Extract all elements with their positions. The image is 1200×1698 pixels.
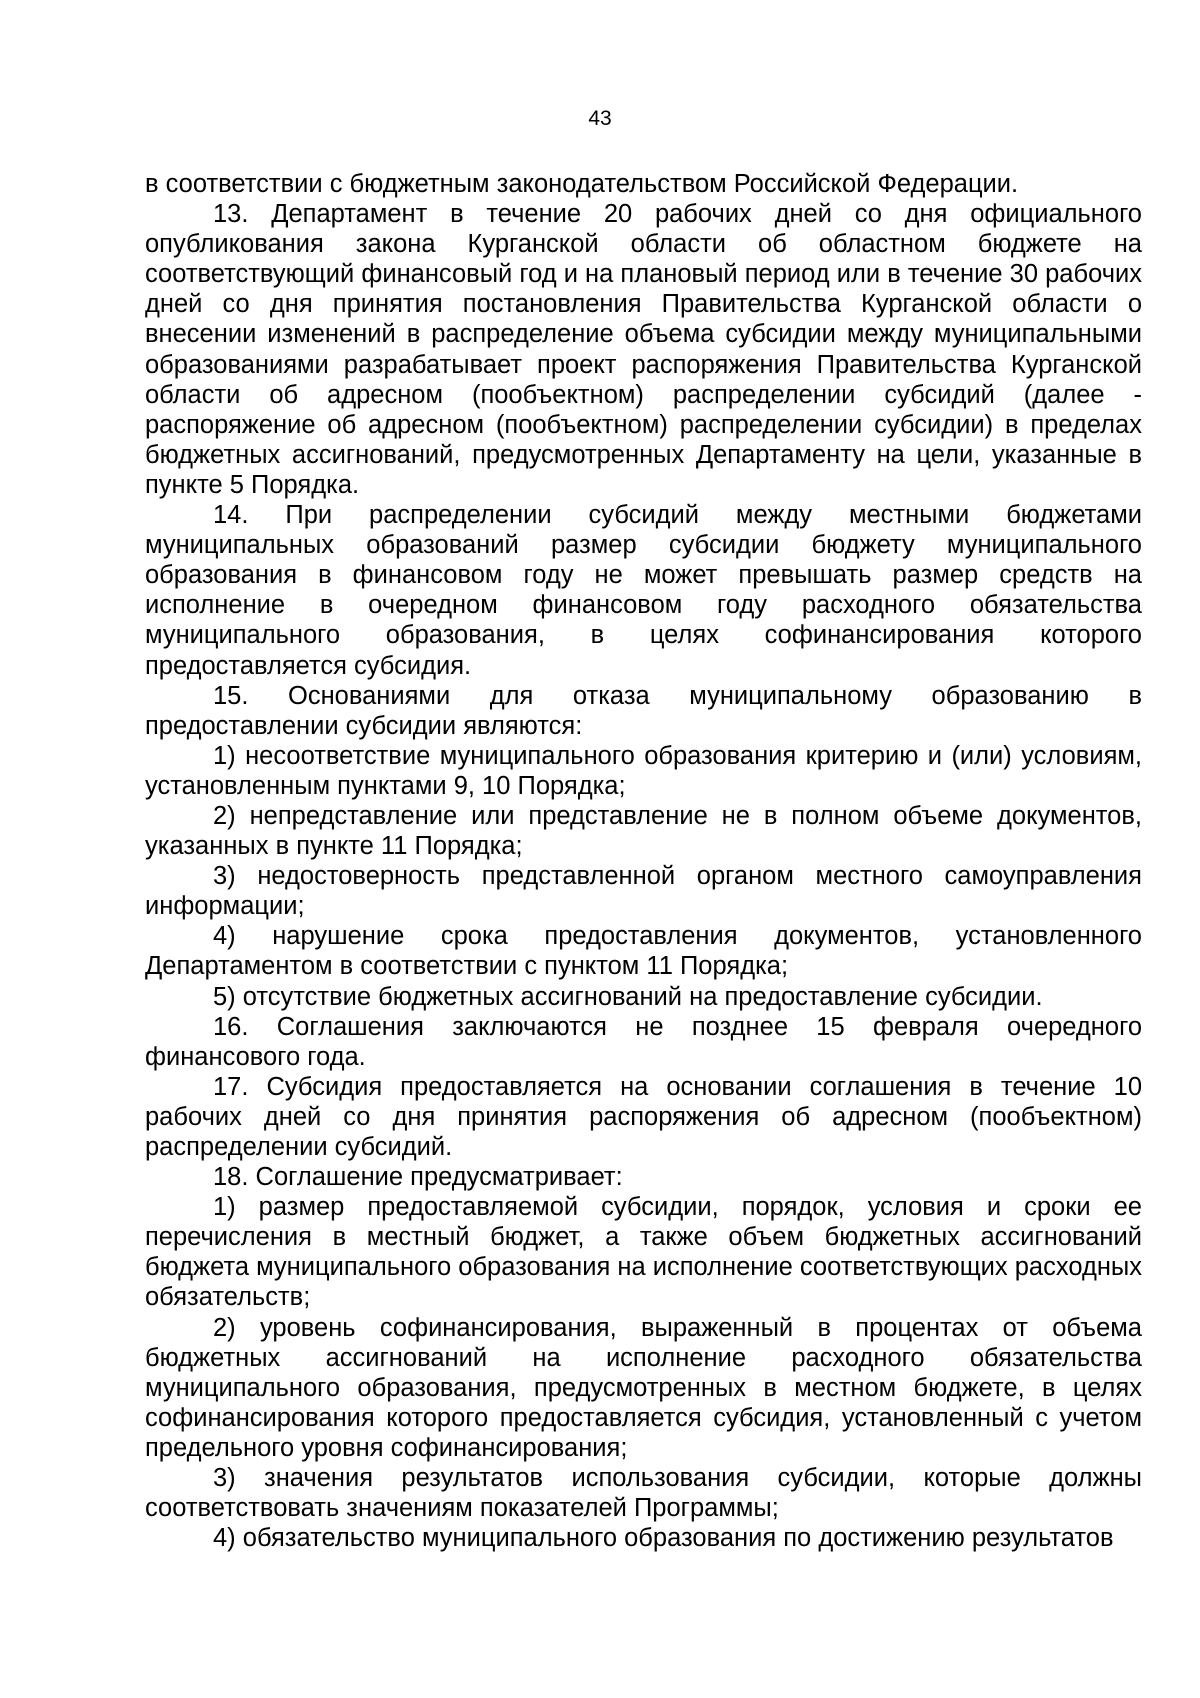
paragraph-item-18-4: 4) обязательство муниципального образования по достижению результатов — [213, 1524, 1114, 1553]
paragraph-item-15-2: 2) непредставление или представление не в полном объеме документов, указанных в пункте 11 Порядка; — [145, 801, 1142, 861]
paragraph-item-15: 15. Основаниями для отказа муниципальному образованию в предоставлении субсидии являются: — [145, 681, 1142, 740]
paragraph-item-16: 16. Соглашения заключаются не позднее 15 февраля очередного финансового года. — [145, 1012, 1142, 1071]
paragraph-continuation: в соответствии с бюджетным законодательством Российской Федерации. — [145, 170, 1019, 198]
paragraph-item-15-5: 5) отсутствие бюджетных ассигнований на предоставление субсидии. — [213, 982, 1043, 1011]
paragraph-item-18-3: 3) значения результатов использования субсидии, которые должны соответствовать значениям показателей Программы; — [145, 1464, 1142, 1523]
document-body — [145, 169, 1142, 1553]
page-number: 43 — [588, 107, 612, 130]
paragraph-item-18-2: 2) уровень софинансирования, выраженный в процентах от объема бюджетных ассигнований на исполнение расходного обязательства муниципального образования, предусмотренных в местном бюджете, в целях софинансирования которого предоставляется субсидия, установленный с учетом предельного уровня софинансирования; — [145, 1313, 1142, 1462]
paragraph-item-15-3: 3) недостоверность представленной органом местного самоуправления информации; — [145, 862, 1142, 921]
paragraph-item-13: 13. Департамент в течение 20 рабочих дней со дня официального опубликования закона Курганской области об областном бюджете на соответствующий финансовый год и на плановый период или в течение 30 рабочих дней со дня принятия постановления Правительства Курганской области о внесении изменений в распределение объема субсидии между муниципальными образованиями разрабатывает проект распоряжения Правительства Курганской области об адресном (пообъектном) распределении субсидий (далее - распоряжение об адресном (пообъектном) распределении субсидии) в пределах бюджетных ассигнований, предусмотренных Департаменту на цели, указанные в пункте 5 Порядка. — [145, 200, 1142, 499]
paragraph-item-18: 18. Соглашение предусматривает: — [213, 1163, 623, 1192]
paragraph-item-15-1: 1) несоответствие муниципального образования критерию и (или) условиям, установленным пунктами 9, 10 Порядка; — [145, 741, 1142, 800]
paragraph-item-17: 17. Субсидия предоставляется на основании соглашения в течение 10 рабочих дней со дня принятия распоряжения об адресном (пообъектном) распределении субсидий. — [145, 1072, 1142, 1161]
paragraph-item-15-4: 4) нарушение срока предоставления документов, установленного Департаментом в соответствии с пунктом 11 Порядка; — [145, 922, 1142, 981]
paragraph-item-14: 14. При распределении субсидий между местными бюджетами муниципальных образований размер субсидии бюджету муниципального образования в финансовом году не может превышать размер средств на исполнение в очередном финансовом году расходного обязательства муниципального образования, в целях софинансирования которого предоставляется субсидия. — [145, 501, 1142, 680]
paragraph-item-18-1: 1) размер предоставляемой субсидии, порядок, условия и сроки ее перечисления в местный бюджет, а также объем бюджетных ассигнований бюджета муниципального образования на исполнение соответствующих расходных обязательств; — [145, 1193, 1142, 1312]
